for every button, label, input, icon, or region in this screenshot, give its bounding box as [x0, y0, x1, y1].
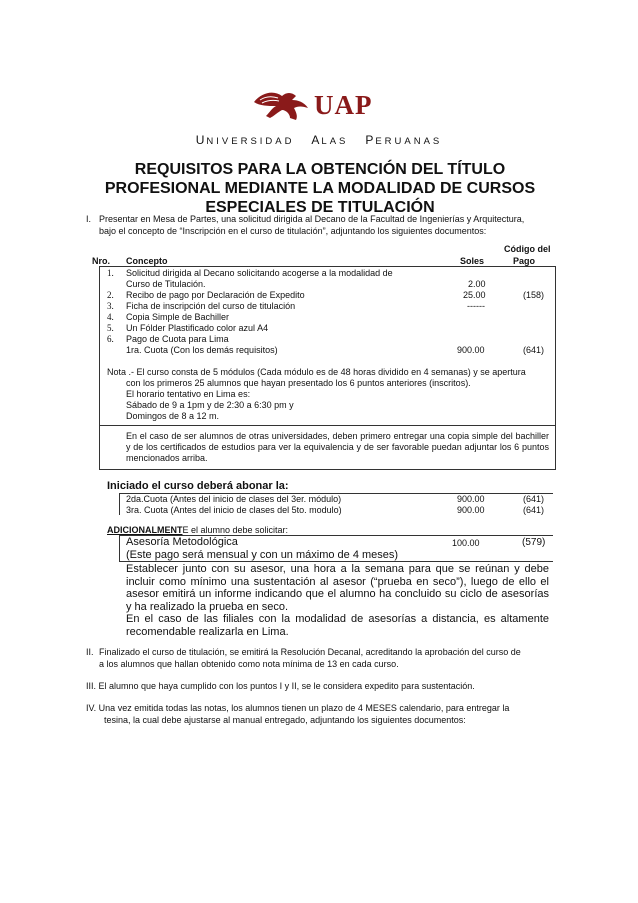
row-6-concepto-line-2: 1ra. Cuota (Con los demás requisitos) [126, 345, 278, 355]
header-codigo-line-2: Pago [513, 256, 536, 266]
row-6-codigo: (641) [523, 345, 545, 355]
header-codigo-line-1: Código del [504, 244, 551, 254]
header-soles: Soles [460, 256, 485, 266]
nota-line-4: Sábado de 9 a 1pm y de 2:30 a 6:30 pm y [126, 400, 294, 410]
asesoria-codigo: (579) [522, 537, 546, 548]
row-5-nro: 5. [107, 323, 114, 333]
row-2-codigo: (158) [523, 290, 545, 300]
iniciado-row-1-concepto: 2da.Cuota (Antes del inicio de clases del 3er. módulo) [126, 494, 342, 504]
university-name [0, 133, 638, 147]
asesoria-paragraph-1: Establecer junto con su asesor, una hora a la semana para que se reúnan y debe incluir como mínimo una sustentación al asesor (“prueba en seco”), luego de ello el asesor emitirá un informe indicando que el alumno ha concluido su ciclo de asesorías y ha realizado la prueba en seco. [126, 563, 549, 613]
asesoria-line-2: (Este pago será mensual y con un máximo de 4 meses) [126, 549, 399, 561]
asesoria-line-1: Asesoría Metodológica [126, 536, 238, 548]
adicional-heading-bold: ADICIONALMENT [107, 525, 183, 535]
adicional-heading-rest: E el alumno debe solicitar: [182, 525, 289, 535]
row-2-nro: 2. [107, 290, 114, 300]
section-1-line-1: Presentar en Mesa de Partes, una solicitud dirigida al Decano de la Facultad de Ingenierías y Arquitectura, [99, 214, 525, 224]
section-1-marker: I. [86, 214, 92, 224]
iniciado-title: Iniciado el curso deberá abonar la: [107, 480, 289, 492]
row-3-nro: 3. [107, 301, 114, 311]
asesoria-left-border [119, 535, 120, 561]
section-2-line-2: a los alumnos que hallan obtenido como nota mínima de 13 en cada curso. [99, 659, 399, 669]
row-6-nro: 6. [107, 334, 114, 344]
iniciado-row-2-codigo: (641) [523, 505, 545, 515]
asesoria-soles: 100.00 [452, 538, 480, 548]
row-1-soles: 2.00 [468, 279, 486, 289]
iniciado-row-2-concepto: 3ra. Cuota (Antes del inicio de clases del 5to. modulo) [126, 505, 342, 515]
row-4-concepto: Copia Simple de Bachiller [126, 312, 230, 322]
row-2-concepto: Recibo de pago por Declaración de Expedito [126, 290, 305, 300]
university-word-3: PERUANAS [365, 133, 443, 147]
row-4-nro: 4. [107, 312, 114, 322]
section-4-line-2: tesina, la cual debe ajustarse al manual entregado, adjuntando los siguientes documentos: [104, 715, 466, 725]
nota-line-1: Nota .- El curso consta de 5 módulos (Cada módulo es de 48 horas dividido en 4 semanas) y se apertura [107, 367, 526, 377]
row-6-concepto-line-1: Pago de Cuota para Lima [126, 334, 229, 344]
iniciado-row-1-codigo: (641) [523, 494, 545, 504]
row-1-nro: 1. [107, 268, 114, 278]
table-divider [99, 425, 555, 426]
university-word-1: UNIVERSIDAD [195, 133, 295, 147]
row-2-soles: 25.00 [463, 290, 486, 300]
iniciado-row-1-soles: 900.00 [457, 494, 485, 504]
page-title: REQUISITOS PARA LA OBTENCIÓN DEL TÍTULO PROFESIONAL MEDIANTE LA MODALIDAD DE CURSOS ESPECIALES DE TITULACIÓN [104, 161, 536, 216]
iniciado-row-2-soles: 900.00 [457, 505, 485, 515]
university-logo [252, 88, 373, 122]
section-2-line-1: Finalizado el curso de titulación, se emitirá la Resolución Decanal, acreditando la aprobación del curso de [99, 647, 521, 657]
section-3-text: III. El alumno que haya cumplido con los puntos I y II, se le considera expedito para sustentación. [86, 681, 475, 691]
university-word-2: ALAS [311, 133, 349, 147]
iniciado-left-border [119, 493, 120, 515]
section-1-line-2: bajo el concepto de “Inscripción en el curso de titulación”, adjuntando los siguientes documentos: [99, 226, 487, 236]
nota-line-3: El horario tentativo en Lima es: [126, 389, 251, 399]
row-1-concepto-line-1: Solicitud dirigida al Decano solicitando acogerse a la modalidad de [126, 268, 393, 278]
winged-lion-logo-icon [252, 88, 312, 122]
asesoria-paragraph-2: En el caso de las filiales con la modalidad de asesorías a distancia, es altamente recomendable realizarla en Lima. [126, 613, 549, 638]
row-3-concepto: Ficha de inscripción del curso de titulación [126, 301, 296, 311]
row-1-concepto-line-2: Curso de Titulación. [126, 279, 206, 289]
otras-universidades-note: En el caso de ser alumnos de otras universidades, deben primero entregar una copia simple del bachiller y de los certificados de estudios para ver la equivalencia y de ser favorable puedan adjuntar los 6 puntos mencionados arriba. [126, 431, 549, 463]
row-5-concepto: Un Fólder Plastificado color azul A4 [126, 323, 269, 333]
nota-line-2: con los primeros 25 alumnos que hayan presentado los 6 puntos anteriores (inscritos). [126, 378, 471, 388]
header-nro: Nro. [92, 256, 110, 266]
nota-line-5: Domingos de 8 a 12 m. [126, 411, 220, 421]
row-6-soles: 900.00 [457, 345, 485, 355]
section-4-line-1: IV. Una vez emitida todas las notas, los alumnos tienen un plazo de 4 MESES calendario, para entregar la [86, 703, 510, 713]
logo-text: UAP [314, 89, 373, 120]
section-2-marker: II. [86, 647, 94, 657]
header-concepto: Concepto [126, 256, 168, 266]
row-3-soles: ------ [467, 301, 485, 311]
